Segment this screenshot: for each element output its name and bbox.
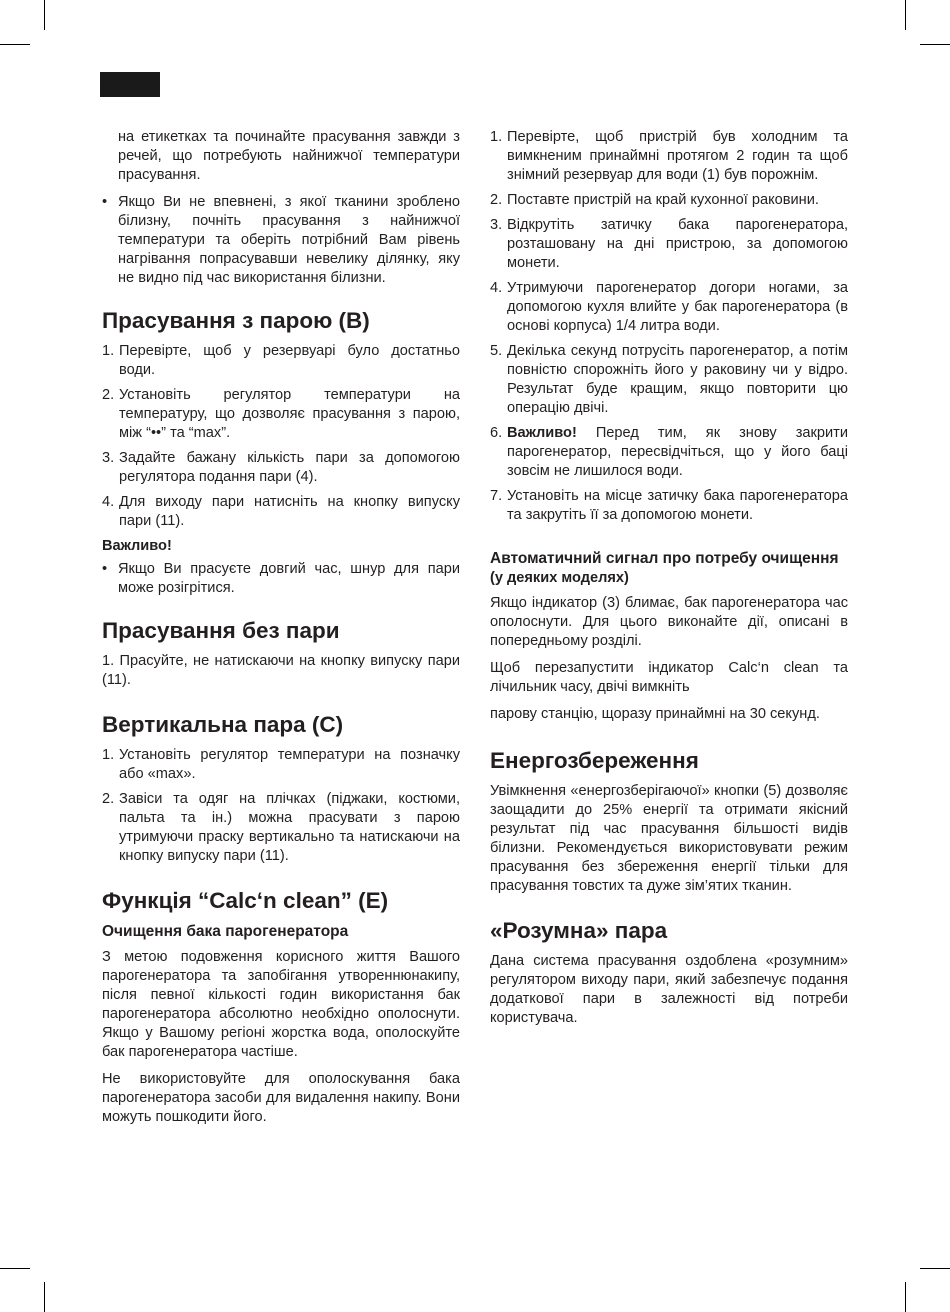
crop-mark <box>905 1282 906 1312</box>
list-item: 1. Перевірте, щоб пристрій був холодним та вимкненим принаймні протягом 2 годин та щоб знімний резервуар для води (1) був порожнім. <box>490 129 848 183</box>
crop-mark <box>920 44 950 45</box>
right-column <box>490 128 848 1036</box>
descaling-steps <box>490 128 848 525</box>
section-title-energy: Енергозбереження <box>490 748 699 773</box>
auto-paragraph-2: Щоб перезапустити індикатор Calc‘n clean та лічильник часу, двічі вимкніть <box>490 660 848 695</box>
crop-mark <box>44 0 45 30</box>
list-item: 6. Важливо! Перед тим, як знову закрити парогенератор, пересвідчіться, що у його баці зовсім не лишилося води. <box>490 425 848 479</box>
section-title-steam: Прасування з парою (B) <box>102 308 370 333</box>
list-item: 4. Для виходу пари натисніть на кнопку випуску пари (11). <box>102 494 460 529</box>
auto-paragraph-1: Якщо індикатор (3) блимає, бак парогенератора час ополоснути. Для цього виконайте дії, описані в попередньому розділі. <box>490 595 848 649</box>
section-title-vertical: Вертикальна пара (C) <box>102 712 344 737</box>
intro-bullet-list <box>102 193 460 288</box>
important-bullet-list <box>102 560 460 598</box>
list-item: 1. Установіть регулятор температури на позначку або «max». <box>102 747 460 782</box>
list-item: 2. Завіси та одяг на плічках (піджаки, костюми, пальта та ін.) можна прасувати з парою утримуючи праску вертикально та натискаючи на кнопку випуску пари (11). <box>102 791 460 864</box>
section-title-calc: Функція “Calc‘n clean” (E) <box>102 888 389 913</box>
language-tab-marker <box>100 72 160 97</box>
list-item: • Якщо Ви не впевнені, з якої тканини зроблено білизну, почніть прасування з найнижчої температури та оберіть потрібний Вам рівень нагрівання попрасувавши невелику ділянку, яку не видно під час використання білизни. <box>102 193 460 288</box>
section-title-smart: «Розумна» пара <box>490 918 668 943</box>
crop-mark <box>0 44 30 45</box>
section-subtitle-auto: (у деяких моделях) <box>490 570 629 586</box>
section-subtitle-calc: Очищення бака парогенератора <box>102 923 349 940</box>
list-item: 7. Установіть на місце затичку бака парогенератора та закрутіть її за допомогою монети. <box>490 488 848 523</box>
list-item: 1. Перевірте, щоб у резервуарі було достатньо води. <box>102 343 460 378</box>
calc-paragraph-1: З метою подовження корисного життя Вашого парогенератора та запобігання утвореннюнакипу, після певної кількості годин використання бак парогенератора абсолютно необхідно ополоснути. Якщо у Вашому регіоні жорстка вода, ополоскуйте бак парогенератора частіше. <box>102 949 460 1060</box>
crop-mark <box>920 1268 950 1269</box>
steam-steps <box>102 342 460 531</box>
left-column <box>102 128 460 1135</box>
list-item: 4. Утримуючи парогенератор догори ногами, за допомогою кухля влийте у бак парогенератора (в основі корпуса) 1/4 литра води. <box>490 280 848 334</box>
calc-paragraph-2: Не використовуйте для ополоскування бака парогенератора засоби для видалення накипу. Вони можуть пошкодити його. <box>102 1071 460 1125</box>
smart-text: Дана система прасування оздоблена «розумним» регулятором виходу пари, який забезпечує подання додаткової пари в залежності від потреби користувача. <box>490 953 848 1026</box>
crop-mark <box>0 1268 30 1269</box>
intro-continuation: на етикетках та починайте прасування завжди з речей, що потребують найнижчої температури прасування. <box>118 129 460 183</box>
vertical-steps <box>102 746 460 866</box>
crop-mark <box>44 1282 45 1312</box>
section-title-nosteam: Прасування без пари <box>102 618 340 643</box>
list-item: 5. Декілька секунд потрусіть парогенератор, а потім повністю спорожніть його у раковину чи у відро. Результат буде кращим, якщо повторити цю операцію двічі. <box>490 343 848 416</box>
list-item: 2. Установіть регулятор температури на температуру, що дозволяє прасування з парою, між “••” та “max”. <box>102 387 460 441</box>
list-item: 2. Поставте пристрій на край кухонної раковини. <box>490 192 819 208</box>
list-item: 3. Задайте бажану кількість пари за допомогою регулятора подання пари (4). <box>102 450 460 485</box>
important-label: Важливо! <box>102 538 172 554</box>
auto-paragraph-3: парову станцію, щоразу принаймні на 30 секунд. <box>490 706 820 722</box>
crop-mark <box>905 0 906 30</box>
list-item: • Якщо Ви прасуєте довгий час, шнур для пари може розігрітися. <box>102 560 460 598</box>
energy-text: Увімкнення «енергозберігаючої» кнопки (5) дозволяє заощадити до 25% енергії та отримати якісний результат під час прасування більшості видів білизни. Рекомендується використовувати режим прасування без збереження енергії тільки для прасування товстих та дуже зім’ятих тканин. <box>490 783 848 894</box>
section-title-auto: Автоматичний сигнал про потребу очищення <box>490 550 839 567</box>
nosteam-text: 1. Прасуйте, не натискаючи на кнопку випуску пари (11). <box>102 653 460 688</box>
list-item: 3. Відкрутіть затичку бака парогенератора, розташовану на дні пристрою, за допомогою монети. <box>490 217 848 271</box>
important-label: Важливо! <box>507 425 577 441</box>
